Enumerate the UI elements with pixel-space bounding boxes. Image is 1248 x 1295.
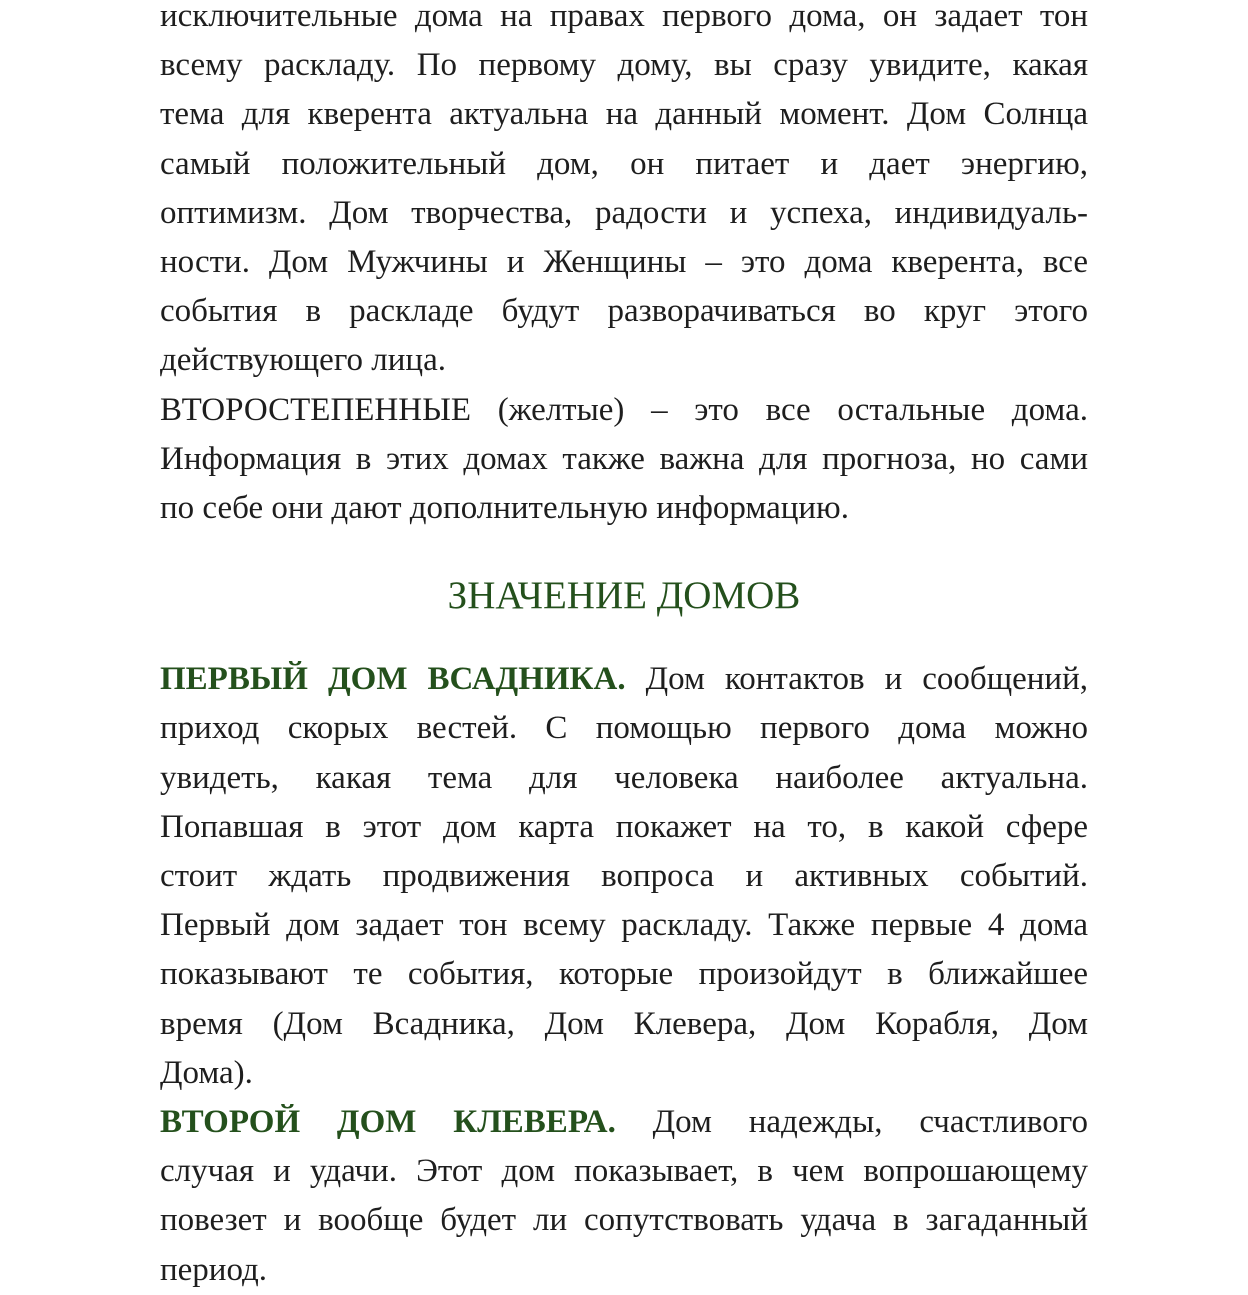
text-line: Дома). [160, 1054, 253, 1091]
second-house-paragraph [160, 1098, 1088, 1295]
text-line: исключительные дома на правах первого дома, он задает тон [160, 0, 1088, 34]
second-house-first-line: Дом надежды, счастливого [652, 1104, 1088, 1141]
second-house-title: ВТОРОЙ ДОМ КЛЕВЕРА. [160, 1104, 616, 1141]
first-house-title: ПЕРВЫЙ ДОМ ВСАДНИКА. [160, 661, 626, 698]
text-line: по себе они дают дополнительную информацию. [160, 490, 849, 527]
text-line: действующего лица. [160, 342, 446, 379]
secondary-houses-paragraph [160, 386, 1088, 534]
text-line [160, 655, 1088, 704]
document-page [160, 0, 1088, 1295]
text-line: стоит ждать продвижения вопроса и активных событий. [160, 858, 1088, 895]
text-line: Информация в этих домах также важна для прогноза, но сами [160, 440, 1088, 477]
first-house-paragraph [160, 655, 1088, 1098]
text-line: случая и удачи. Этот дом показывает, в чем вопрошающему [160, 1153, 1088, 1190]
text-line: ности. Дом Мужчины и Женщины – это дома кверента, все [160, 244, 1088, 281]
text-line: события в раскладе будут разворачиваться во круг этого [160, 293, 1088, 330]
text-line: время (Дом Всадника, Дом Клевера, Дом Корабля, Дом [160, 1005, 1088, 1042]
text-line: Первый дом задает тон всему раскладу. Также первые 4 дома [160, 907, 1088, 944]
text-line: повезет и вообще будет ли сопутствовать удача в загаданный [160, 1202, 1088, 1239]
section-heading: ЗНАЧЕНИЕ ДОМОВ [447, 574, 801, 618]
text-line: период. [160, 1251, 268, 1288]
text-line: самый положительный дом, он питает и дает энергию, [160, 145, 1088, 182]
text-line: ВТОРОСТЕПЕННЫЕ (желтые) – это все остальные дома. [160, 391, 1088, 428]
intro-paragraph [160, 0, 1088, 386]
text-line: всему раскладу. По первому дому, вы сразу увидите, какая [160, 47, 1088, 84]
text-line: Попавшая в этот дом карта покажет на то, в какой сфере [160, 808, 1088, 845]
text-line: показывают те события, которые произойдут в ближайшее [160, 956, 1088, 993]
text-line: увидеть, какая тема для человека наиболее актуальна. [160, 759, 1088, 796]
text-line [160, 1098, 1088, 1147]
text-line: тема для кверента актуальна на данный момент. Дом Солнца [160, 96, 1088, 133]
text-line: приход скорых вестей. С помощью первого дома можно [160, 710, 1088, 747]
first-house-first-line: Дом контактов и сообщений, [645, 661, 1088, 698]
text-line: оптимизм. Дом творчества, радости и успеха, индивидуаль- [160, 194, 1088, 231]
